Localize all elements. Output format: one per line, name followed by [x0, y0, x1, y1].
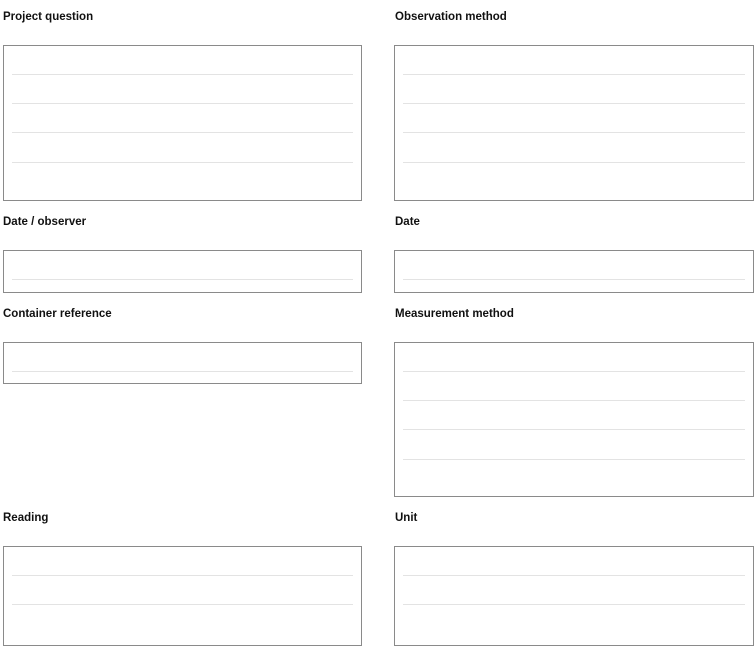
measurement-method-label: Measurement method [395, 308, 514, 320]
date-field[interactable] [394, 250, 754, 293]
observation-method-field[interactable] [394, 45, 754, 201]
unit-field[interactable] [394, 546, 754, 646]
writing-line [12, 575, 353, 576]
project-question-label: Project question [3, 11, 94, 23]
writing-line [12, 103, 353, 104]
date-label: Date [395, 216, 420, 228]
writing-line [12, 162, 353, 163]
measurement-method-field[interactable] [394, 342, 754, 497]
writing-line [12, 371, 353, 372]
observation-method-label: Observation method [395, 11, 507, 23]
date-observer-field[interactable] [3, 250, 362, 293]
container-reference-label: Container reference [3, 308, 112, 320]
writing-line [403, 575, 745, 576]
reading-label: Reading [3, 512, 49, 524]
writing-line [403, 371, 745, 372]
writing-line [403, 103, 745, 104]
writing-line [12, 132, 353, 133]
project-question-field[interactable] [3, 45, 362, 201]
writing-line [403, 604, 745, 605]
date-observer-label: Date / observer [3, 216, 87, 228]
writing-line [403, 279, 745, 280]
reading-field[interactable] [3, 546, 362, 646]
writing-line [12, 279, 353, 280]
container-reference-field[interactable] [3, 342, 362, 384]
writing-line [12, 74, 353, 75]
writing-line [403, 74, 745, 75]
writing-line [403, 429, 745, 430]
writing-line [403, 400, 745, 401]
writing-line [403, 132, 745, 133]
writing-line [403, 162, 745, 163]
writing-line [12, 604, 353, 605]
writing-line [403, 459, 745, 460]
unit-label: Unit [395, 512, 418, 524]
